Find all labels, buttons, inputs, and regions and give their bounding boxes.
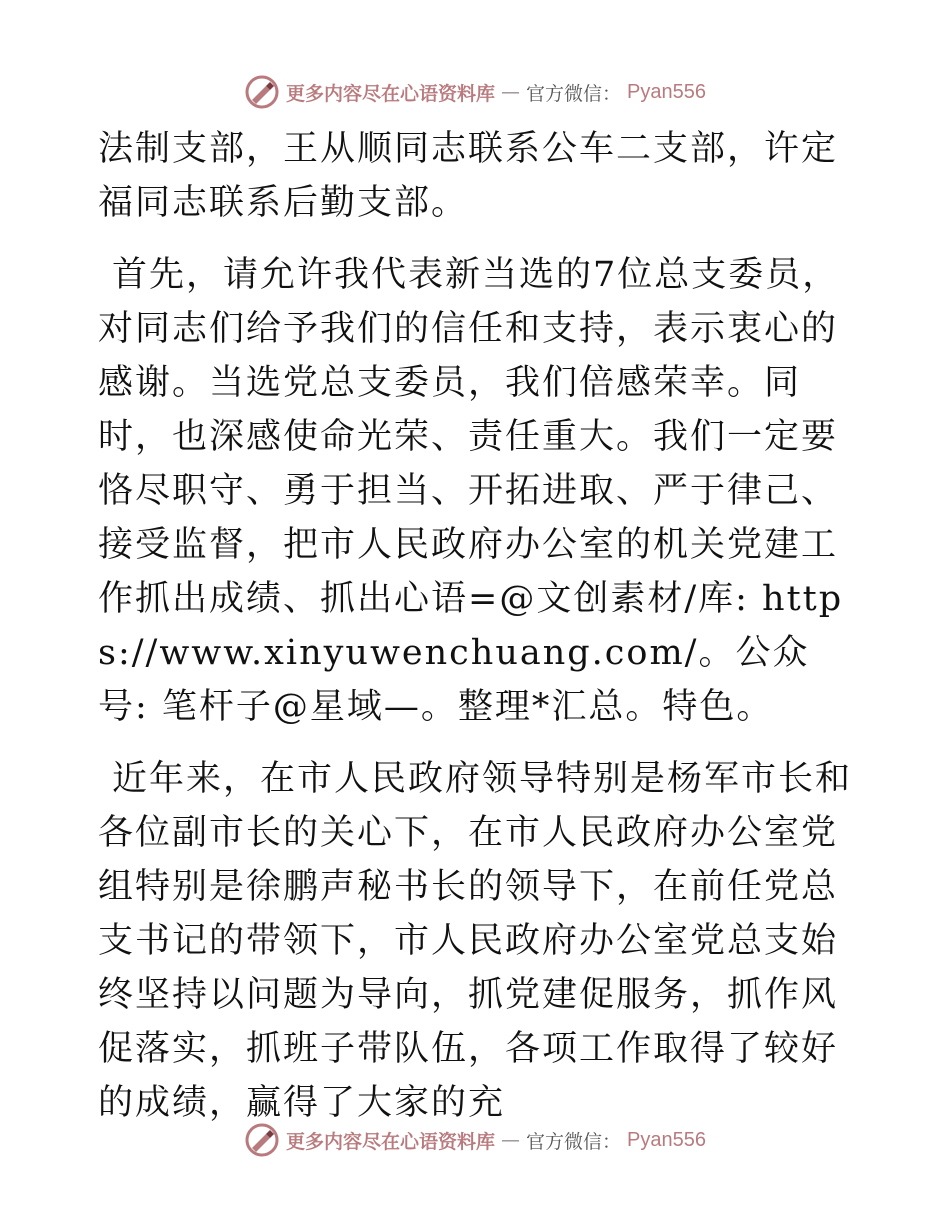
document-body xyxy=(98,122,858,1148)
banner-dash: — xyxy=(501,81,521,103)
paragraph-1: 法制支部，王从顺同志联系公车二支部，许定福同志联系后勤支部。 xyxy=(98,129,839,223)
pen-emblem-icon xyxy=(244,1122,280,1158)
banner-wechat-label: 官方微信： xyxy=(526,1130,622,1153)
pen-emblem-icon xyxy=(244,74,280,110)
header-banner xyxy=(0,72,950,112)
banner-title: 更多内容尽在心语资料库 xyxy=(286,82,496,105)
footer-banner xyxy=(0,1120,950,1160)
banner-title: 更多内容尽在心语资料库 xyxy=(286,1130,496,1153)
banner-wechat-id: Pyan556 xyxy=(627,80,706,103)
banner-wechat-id: Pyan556 xyxy=(627,1128,706,1151)
paragraph-2: 首先，请允许我代表新当选的7位总支委员，对同志们给予我们的信任和支持，表示衷心的感谢。当选党总支委员，我们倍感荣幸。同时，也深感使命光荣、责任重大。我们一定要恪尽职守、勇于担当、开拓进取、严于律己、接受监督，把市人民政府办公室的机关党建工作抓出成绩、抓出心语=@文创素材/库: https://www.xinyuwenchuang.com/。公众号: 笔杆子@星域—。整理*汇总。特色。 xyxy=(98,255,844,727)
banner-dash: — xyxy=(501,1129,521,1151)
paragraph-3: 近年来，在市人民政府领导特别是杨军市长和各位副市长的关心下，在市人民政府办公室党组特别是徐鹏声秘书长的领导下，在前任党总支书记的带领下，市人民政府办公室党总支始终坚持以问题为导向，抓党建促服务，抓作风促落实，抓班子带队伍，各项工作取得了较好的成绩，赢得了大家的充 xyxy=(98,759,853,1123)
banner-wechat-label: 官方微信： xyxy=(526,82,622,105)
